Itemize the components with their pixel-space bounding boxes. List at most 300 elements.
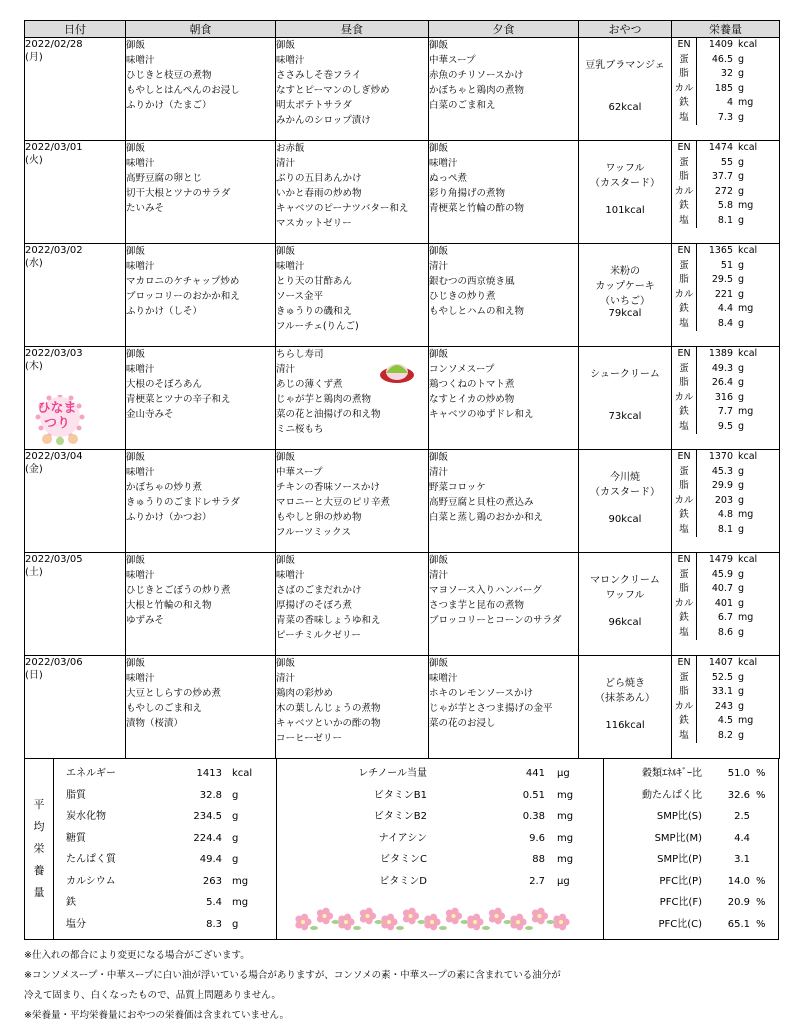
- nutrition-value: 29.5: [696, 273, 735, 288]
- day-row: [25, 347, 780, 450]
- weekday-text: (日): [25, 670, 43, 681]
- nutrition-value: 401: [696, 597, 735, 612]
- nutrition-unit: g: [738, 523, 745, 535]
- dish-item: 御飯: [126, 143, 146, 154]
- nutrition-key: 塩: [679, 729, 689, 741]
- average-value: 14.0: [727, 875, 750, 887]
- dish-item: さばのごまだれかけ: [276, 585, 362, 596]
- dinner-cell: [429, 38, 579, 141]
- snack-name: シュークリーム: [590, 369, 660, 380]
- dish-item: 御飯: [126, 246, 146, 257]
- snack-name: 米粉の カップケーキ （いちご）: [595, 266, 655, 307]
- header-dinner: 夕食: [429, 21, 579, 38]
- nutrition-unit: mg: [738, 715, 754, 726]
- average-name: SMP比(P): [657, 854, 702, 865]
- header-lunch: 昼食: [276, 21, 429, 38]
- average-name: PFC比(F): [659, 897, 702, 908]
- date-cell: [25, 656, 126, 759]
- nutrition-value: 185: [696, 82, 735, 97]
- nutrition-unit: mg: [738, 200, 754, 211]
- average-value: 51.0: [727, 768, 750, 779]
- average-name: 炭水化物: [66, 811, 106, 822]
- weekday-text: (火): [25, 155, 43, 166]
- average-value: 65.1: [727, 918, 750, 930]
- average-row: [54, 914, 276, 936]
- nutrition-value: 316: [696, 391, 735, 406]
- nutrition-value: 49.3: [696, 362, 735, 377]
- nutrition-value: 1407: [696, 656, 735, 671]
- nutrition-key: 鉄: [679, 406, 689, 417]
- snack-cell: [579, 656, 672, 759]
- nutrition-key: カル: [674, 700, 694, 712]
- dish-item: 清汁: [429, 467, 449, 478]
- nutrition-value: 1474: [696, 141, 735, 156]
- average-name: 動たんぱく比: [642, 789, 702, 801]
- dish-item: 中華スープ: [276, 467, 323, 478]
- average-value: 32.8: [199, 789, 222, 801]
- dish-item: ぬっぺ煮: [429, 173, 468, 184]
- nutrition-value: 1409: [696, 38, 735, 53]
- average-name: 穀類ｴﾈﾙｷﾞｰ比: [642, 768, 702, 779]
- average-unit: mg: [557, 811, 574, 822]
- footnote-line: ※仕入れの都合により変更になる場合がございます。: [24, 950, 250, 961]
- nutrition-key: EN: [677, 451, 691, 462]
- dish-item: ミニ桜もち: [276, 424, 324, 435]
- nutrition-row: [672, 82, 779, 97]
- average-unit: mg: [232, 875, 249, 887]
- nutrition-key: カル: [674, 82, 694, 94]
- nutrition-unit: g: [738, 391, 745, 403]
- nutrition-unit: g: [738, 465, 745, 477]
- dish-item: 白菜と蒸し鶏のおかか和え: [429, 512, 544, 523]
- nutrition-key: 鉄: [679, 97, 689, 108]
- average-row: [54, 828, 276, 850]
- average-value: 0.51: [522, 789, 545, 801]
- average-row: [54, 785, 276, 807]
- average-value: 5.4: [206, 897, 222, 908]
- nutrition-unit: g: [738, 214, 745, 226]
- nutrition-row: [672, 53, 779, 68]
- nutrition-value: 45.9: [696, 568, 735, 583]
- nutrition-row: [672, 38, 779, 53]
- nutrition-row: [672, 185, 779, 200]
- dish-item: 御飯: [429, 349, 449, 360]
- average-unit: μg: [557, 768, 570, 779]
- date-cell: [25, 553, 126, 656]
- average-name: レチノール当量: [358, 768, 427, 779]
- nutrition-row: [672, 67, 779, 82]
- dish-item: 味噌汁: [126, 570, 155, 581]
- dish-item: お赤飯: [276, 143, 305, 154]
- dish-item: マカロニのケチャップ炒め: [126, 276, 240, 287]
- average-name: カルシウム: [66, 875, 116, 887]
- nutrition-value: 1389: [696, 347, 735, 362]
- dish-item: キャベツのゆずドレ和え: [429, 409, 534, 420]
- average-row: [277, 871, 603, 893]
- nutrition-key: EN: [677, 554, 691, 565]
- weekday-text: (水): [25, 258, 43, 269]
- nutrition-unit: kcal: [738, 554, 758, 565]
- nutrition-row: [672, 288, 779, 303]
- average-name: PFC比(C): [658, 918, 702, 930]
- dinner-cell: [429, 141, 579, 244]
- average-value: 49.4: [199, 854, 222, 865]
- dish-item: 大豆としらすの炒め煮: [126, 688, 222, 699]
- dish-item: ホキのレモンソースかけ: [429, 688, 534, 699]
- nutrition-key: 蛋: [679, 259, 689, 271]
- nutrition-key: 鉄: [679, 200, 689, 211]
- footnote-line: ※栄養量・平均栄養量におやつの栄養価は含まれていません。: [24, 1010, 290, 1021]
- nutrition-row: [672, 465, 779, 480]
- menu-sheet: [24, 20, 779, 1026]
- nutrition-unit: g: [738, 317, 745, 329]
- dish-item: ふりかけ（しそ）: [126, 306, 203, 317]
- nutrition-unit: g: [738, 171, 745, 182]
- dish-item: ひじきとごぼうの炒り煮: [126, 585, 231, 596]
- nutrition-unit: g: [738, 111, 745, 123]
- dish-item: ブロッコリーとコーンのサラダ: [429, 615, 562, 626]
- snack-kcal: 116kcal: [605, 720, 645, 731]
- dish-item: さつま芋と昆布の煮物: [429, 600, 525, 611]
- dish-item: キャベツのピーナツバター和え: [276, 203, 409, 214]
- date-text: 2022/03/04: [25, 451, 83, 462]
- date-text: 2022/03/03: [25, 348, 83, 359]
- dish-item: もやしとハムの和え物: [429, 306, 525, 317]
- dinner-cell: [429, 656, 579, 759]
- nutrition-value: 45.3: [696, 465, 735, 480]
- nutrition-key: 蛋: [679, 671, 689, 683]
- dish-item: みかんのシロップ漬け: [276, 115, 371, 126]
- footnotes: [24, 946, 779, 1026]
- nutrition-value: 40.7: [696, 582, 735, 597]
- nutrition-row: [672, 568, 779, 583]
- dish-item: もやしのごま和え: [126, 703, 203, 714]
- average-nutrition-panel: [24, 759, 779, 940]
- nutrition-value: 6.7: [696, 611, 735, 626]
- day-row: [25, 450, 780, 553]
- nutrition-row: [672, 96, 779, 111]
- average-row: [277, 763, 603, 785]
- day-row: [25, 553, 780, 656]
- nutrition-cell: [672, 38, 780, 141]
- flower-decoration-icon: [291, 905, 581, 933]
- dish-item: 大根と竹輪の和え物: [126, 600, 212, 611]
- date-text: 2022/03/01: [25, 142, 83, 153]
- dish-item: 鶏肉の彩炒め: [276, 688, 334, 699]
- dish-item: なすとピーマンのしぎ炒め: [276, 85, 390, 96]
- nutrition-unit: g: [738, 274, 745, 285]
- average-label-char: 量: [33, 886, 45, 899]
- nutrition-unit: mg: [738, 303, 754, 314]
- average-unit: g: [232, 854, 239, 865]
- dish-item: なすとイカの炒め物: [429, 394, 515, 405]
- nutrition-row: [672, 170, 779, 185]
- nutrition-unit: g: [738, 700, 745, 712]
- nutrition-key: カル: [674, 494, 694, 506]
- dish-item: 清汁: [429, 261, 449, 272]
- average-label-char: 均: [33, 820, 45, 833]
- sakura-mochi-icon: [378, 353, 416, 385]
- weekday-text: (月): [25, 52, 43, 63]
- nutrition-row: [672, 494, 779, 509]
- dinner-cell: [429, 244, 579, 347]
- average-unit: mg: [557, 854, 574, 865]
- average-label-char: 養: [33, 864, 45, 877]
- nutrition-value: 29.9: [696, 479, 735, 494]
- nutrition-row: [672, 450, 779, 465]
- nutrition-key: 鉄: [679, 715, 689, 726]
- dish-item: キャベツといかの酢の物: [276, 718, 381, 729]
- snack-cell: [579, 244, 672, 347]
- nutrition-key: 脂: [679, 274, 689, 285]
- dish-item: フルーチェ(りんご): [276, 321, 359, 332]
- dish-item: 御飯: [126, 452, 146, 463]
- nutrition-row: [672, 199, 779, 214]
- nutrition-value: 1365: [696, 244, 735, 259]
- average-unit: [750, 806, 774, 828]
- nutrition-value: 272: [696, 185, 735, 200]
- dish-item: もやしと卵の炒め物: [276, 512, 362, 523]
- nutrition-key: 脂: [679, 480, 689, 491]
- nutrition-unit: g: [738, 53, 745, 65]
- dinner-cell: [429, 347, 579, 450]
- dish-item: 御飯: [126, 349, 146, 360]
- dish-item: ゆずみそ: [126, 615, 165, 626]
- nutrition-row: [672, 656, 779, 671]
- nutrition-row: [672, 214, 779, 229]
- average-value: 8.3: [206, 918, 222, 930]
- average-row: [277, 806, 603, 828]
- average-unit: mg: [232, 897, 249, 908]
- average-value: 20.9: [727, 897, 750, 908]
- average-unit: %: [756, 789, 766, 801]
- average-row: [604, 892, 778, 914]
- dish-item: 菜の花のお浸し: [429, 718, 496, 729]
- average-unit: kcal: [232, 768, 253, 779]
- nutrition-row: [672, 523, 779, 538]
- snack-kcal: 90kcal: [608, 514, 642, 525]
- date-cell: [25, 244, 126, 347]
- nutrition-key: 蛋: [679, 53, 689, 65]
- nutrition-value: 37.7: [696, 170, 735, 185]
- header-nutrition: 栄養量: [672, 21, 780, 38]
- nutrition-key: 鉄: [679, 612, 689, 623]
- average-value: 224.4: [193, 832, 222, 844]
- dish-item: 青菜の香味しょうゆ和え: [276, 615, 381, 626]
- nutrition-value: 4: [696, 96, 735, 111]
- average-value: 1413: [196, 768, 222, 779]
- nutrition-row: [672, 582, 779, 597]
- dish-item: 御飯: [276, 452, 296, 463]
- dish-item: ささみしそ巻フライ: [276, 70, 362, 81]
- date-cell: [25, 141, 126, 244]
- dish-item: マスカットゼリー: [276, 218, 352, 229]
- snack-cell: [579, 141, 672, 244]
- average-value: 263: [202, 875, 222, 887]
- nutrition-row: [672, 553, 779, 568]
- nutrition-row: [672, 405, 779, 420]
- nutrition-key: カル: [674, 391, 694, 403]
- dish-item: ふりかけ（たまご）: [126, 100, 212, 111]
- date-text: 2022/03/06: [25, 657, 83, 668]
- dish-item: かぼちゃと鶏肉の煮物: [429, 85, 525, 96]
- average-unit: mg: [557, 832, 574, 844]
- nutrition-key: 塩: [679, 317, 689, 329]
- average-row: [277, 849, 603, 871]
- nutrition-unit: mg: [738, 612, 754, 623]
- nutrition-key: カル: [674, 597, 694, 609]
- dish-item: 切干大根とツナのサラダ: [126, 188, 231, 199]
- dish-item: 漬物（桜漬）: [126, 718, 184, 729]
- nutrition-key: カル: [674, 185, 694, 197]
- average-row: [604, 828, 778, 850]
- snack-name: 豆乳ブラマンジェ: [585, 60, 665, 71]
- average-row: [604, 871, 778, 893]
- lunch-cell: [276, 450, 429, 553]
- average-name: ビタミンB2: [373, 811, 427, 822]
- average-row: [604, 785, 778, 807]
- dish-item: マロニーと大豆のピリ辛煮: [276, 497, 391, 508]
- dish-item: じゃが芋と鶏肉の煮物: [276, 394, 372, 405]
- nutrition-value: 33.1: [696, 685, 735, 700]
- average-unit: μg: [557, 875, 570, 887]
- nutrition-key: EN: [677, 142, 691, 153]
- nutrition-row: [672, 391, 779, 406]
- nutrition-row: [672, 597, 779, 612]
- average-col-ratios: [604, 759, 778, 939]
- nutrition-unit: mg: [738, 406, 754, 417]
- average-name: 糖質: [66, 832, 86, 844]
- dish-item: 御飯: [276, 246, 296, 257]
- average-row: [604, 806, 778, 828]
- snack-cell: [579, 38, 672, 141]
- average-name: SMP比(M): [654, 832, 702, 844]
- nutrition-cell: [672, 450, 780, 553]
- dish-item: 御飯: [126, 658, 146, 669]
- nutrition-row: [672, 685, 779, 700]
- snack-name: 今川焼 （カスタード）: [590, 472, 660, 498]
- weekday-text: (土): [25, 567, 43, 578]
- nutrition-key: 塩: [679, 214, 689, 226]
- average-unit: %: [756, 768, 766, 779]
- nutrition-key: EN: [677, 245, 691, 256]
- lunch-cell: [276, 656, 429, 759]
- nutrition-value: 243: [696, 700, 735, 715]
- nutrition-value: 1370: [696, 450, 735, 465]
- average-name: 塩分: [66, 918, 86, 930]
- nutrition-key: 脂: [679, 171, 689, 182]
- nutrition-row: [672, 626, 779, 641]
- dish-item: 御飯: [429, 555, 449, 566]
- nutrition-value: 9.5: [696, 420, 735, 435]
- nutrition-row: [672, 671, 779, 686]
- nutrition-key: 脂: [679, 583, 689, 594]
- nutrition-value: 55: [696, 156, 735, 171]
- breakfast-cell: [126, 450, 276, 553]
- day-row: [25, 656, 780, 759]
- dish-item: ソース金平: [276, 291, 324, 302]
- date-text: 2022/03/05: [25, 554, 83, 565]
- average-name: SMP比(S): [656, 811, 702, 822]
- snack-name: どら焼き （抹茶あん）: [595, 678, 655, 704]
- nutrition-row: [672, 347, 779, 362]
- nutrition-unit: mg: [738, 97, 754, 108]
- average-unit: %: [756, 875, 766, 887]
- average-name: 鉄: [66, 897, 76, 908]
- dish-item: 御飯: [429, 143, 449, 154]
- nutrition-unit: g: [738, 185, 745, 197]
- nutrition-row: [672, 420, 779, 435]
- day-row: [25, 244, 780, 347]
- average-value: 441: [525, 768, 545, 779]
- lunch-cell: [276, 38, 429, 141]
- nutrition-value: 7.7: [696, 405, 735, 420]
- dinner-cell: [429, 553, 579, 656]
- nutrition-value: 4.5: [696, 714, 735, 729]
- dish-item: ぶりの五目あんかけ: [276, 173, 362, 184]
- dish-item: 高野豆腐と貝柱の煮込み: [429, 497, 534, 508]
- dish-item: コンソメスープ: [429, 364, 495, 375]
- dish-item: 高野豆腐の卵とじ: [126, 173, 203, 184]
- nutrition-row: [672, 376, 779, 391]
- nutrition-unit: kcal: [738, 657, 758, 668]
- nutrition-unit: kcal: [738, 245, 758, 256]
- nutrition-row: [672, 611, 779, 626]
- nutrition-unit: g: [738, 259, 745, 271]
- dish-item: 清汁: [276, 158, 296, 169]
- snack-cell: [579, 347, 672, 450]
- dish-item: 味噌汁: [126, 673, 155, 684]
- dish-item: 味噌汁: [126, 364, 155, 375]
- dish-item: 味噌汁: [126, 467, 155, 478]
- nutrition-key: 蛋: [679, 156, 689, 168]
- nutrition-value: 51: [696, 259, 735, 274]
- nutrition-key: EN: [677, 348, 691, 359]
- nutrition-unit: g: [738, 626, 745, 638]
- weekday-text: (木): [25, 361, 43, 372]
- dish-item: 御飯: [126, 555, 146, 566]
- nutrition-unit: g: [738, 729, 745, 741]
- breakfast-cell: [126, 38, 276, 141]
- average-value: 88: [532, 854, 545, 865]
- average-name: ビタミンD: [379, 875, 427, 887]
- dish-item: あじの薄くず煮: [276, 379, 343, 390]
- nutrition-value: 46.5: [696, 53, 735, 68]
- dish-item: かぼちゃの炒り煮: [126, 482, 203, 493]
- dish-item: もやしとはんぺんのお浸し: [126, 85, 240, 96]
- average-label-char: 栄: [33, 842, 45, 855]
- dish-item: 味噌汁: [276, 261, 305, 272]
- average-name: エネルギー: [66, 768, 116, 779]
- breakfast-cell: [126, 553, 276, 656]
- dish-item: いかと春雨の炒め物: [276, 188, 362, 199]
- nutrition-value: 4.4: [696, 302, 735, 317]
- nutrition-key: 塩: [679, 626, 689, 638]
- average-value: 32.6: [727, 789, 750, 801]
- average-value: 234.5: [193, 811, 222, 822]
- nutrition-unit: g: [738, 68, 745, 79]
- nutrition-row: [672, 156, 779, 171]
- nutrition-row: [672, 111, 779, 126]
- average-unit: [750, 849, 774, 871]
- nutrition-unit: g: [738, 288, 745, 300]
- nutrition-unit: g: [738, 156, 745, 168]
- nutrition-key: 蛋: [679, 465, 689, 477]
- nutrition-unit: g: [738, 597, 745, 609]
- average-name: PFC比(P): [659, 875, 702, 887]
- nutrition-value: 221: [696, 288, 735, 303]
- nutrition-key: 塩: [679, 523, 689, 535]
